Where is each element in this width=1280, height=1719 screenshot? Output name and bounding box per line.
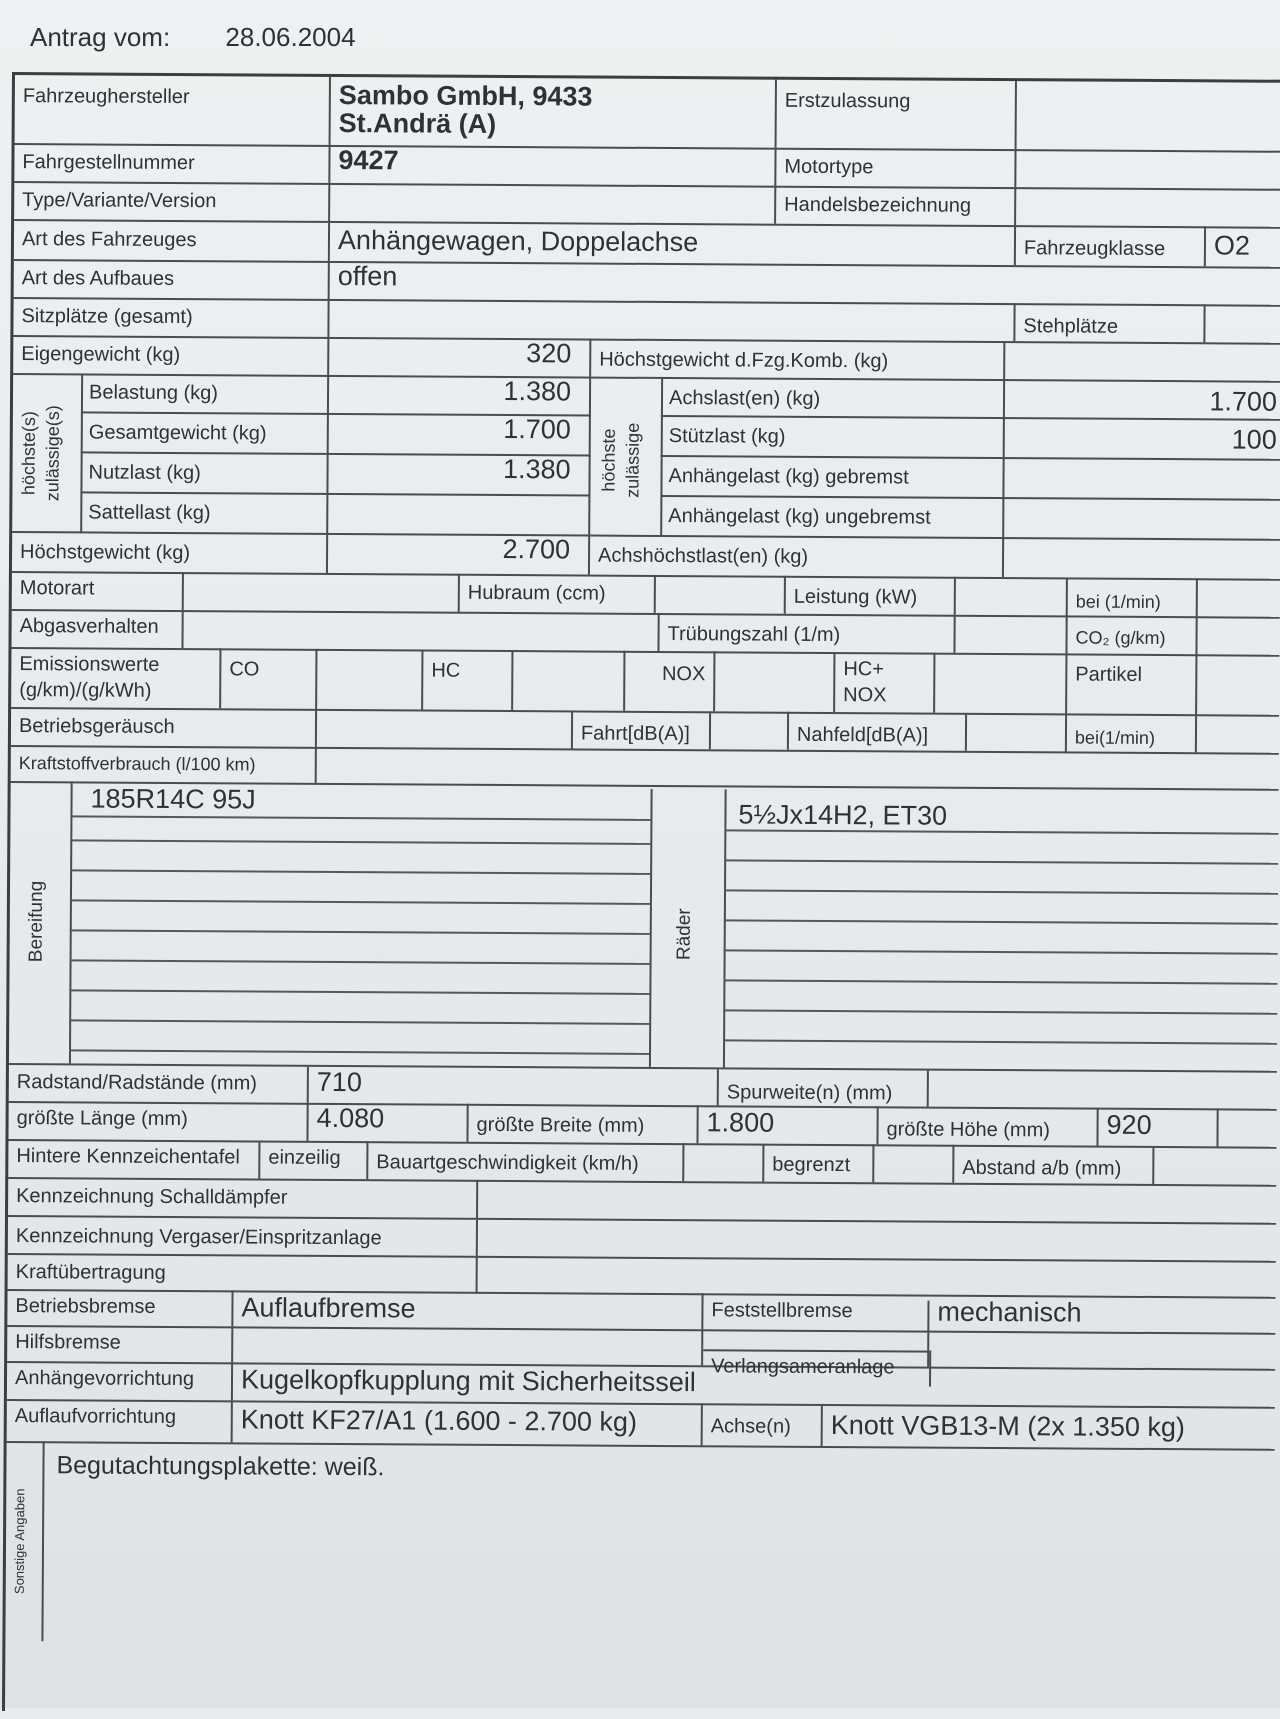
- application-date: [30, 22, 356, 53]
- manufacturer-line1: Sambo GmbH, 9433: [338, 79, 593, 112]
- trade-name-label: Handelsbezeichnung: [776, 186, 1016, 225]
- width-value: 1.800: [698, 1105, 878, 1144]
- chassis-label: Fahrgestellnummer: [14, 143, 330, 183]
- type-value: [330, 183, 776, 224]
- overrun-value: Knott KF27/A1 (1.600 - 2.700 kg): [233, 1400, 703, 1445]
- wheels-value: 5½Jx14H2, ET30: [738, 799, 948, 831]
- track-label: Spurweite(n) (mm): [719, 1069, 929, 1106]
- row-saddle-load: [80, 491, 590, 536]
- seats-value: [329, 299, 1015, 341]
- vehicle-class-value: O2: [1213, 230, 1251, 261]
- service-brake-value: Auflaufbremse: [233, 1290, 703, 1329]
- row-manufacturer: [15, 75, 1280, 153]
- tyres-lines: [69, 815, 651, 1067]
- first-registration-label: Erstzulassung: [777, 80, 1017, 149]
- speed-value: [684, 1143, 764, 1181]
- wheelbase-label: Radstand/Radstände (mm): [9, 1065, 309, 1103]
- other-label: Sonstige Angaben: [11, 1488, 28, 1594]
- manufacturer-line2: St.Andrä (A): [338, 107, 497, 139]
- right-group-label-2: zulässige: [622, 422, 643, 498]
- right-max-group: [590, 377, 663, 537]
- near-field-value: [967, 713, 1067, 752]
- hc-label: HC: [423, 650, 513, 711]
- body-value: offen: [337, 260, 398, 292]
- support-load-label: Stützlast (kg): [661, 415, 1005, 457]
- limited-value: [874, 1144, 954, 1182]
- aux-brake-label: Hilfsbremse: [7, 1325, 233, 1362]
- near-field-rpm-label: bei(1/min): [1067, 713, 1197, 752]
- length-value: 4.080: [308, 1103, 468, 1142]
- exhaust-label: Abgasverhalten: [11, 609, 183, 648]
- power-label: Leistung (kW): [786, 576, 956, 615]
- max-permitted-label-2: zulässige(s): [42, 405, 63, 502]
- tyres-side: [9, 781, 73, 1063]
- row-emissions: [11, 647, 1279, 717]
- trailer-braked-label: Anhängelast (kg) gebremst: [660, 455, 1004, 497]
- load-label: Belastung (kg): [81, 373, 329, 413]
- coupling-value: Kugelkopfkupplung mit Sicherheitsseil: [240, 1364, 696, 1398]
- max-weight-value: 2.700: [328, 533, 590, 575]
- row-total-weight: [81, 411, 591, 456]
- manufacturer-label: Fahrzeughersteller: [15, 75, 331, 145]
- coupling-label: Anhängevorrichtung: [7, 1361, 233, 1400]
- standing-value: [1205, 304, 1280, 342]
- retarder-label: Verlangsameranlage: [711, 1355, 895, 1379]
- row-payload: [80, 451, 590, 496]
- axle-load-label: Achslast(en) (kg): [661, 377, 1005, 417]
- emissions-label: [11, 647, 221, 708]
- row-load: [81, 373, 591, 416]
- noise-label: Betriebsgeräusch: [11, 707, 317, 747]
- width-label: größte Breite (mm): [468, 1104, 698, 1143]
- aux-brake-value: [233, 1326, 703, 1365]
- application-date-label: Antrag vom:: [30, 22, 171, 52]
- power-rpm-label: bei (1/min): [1068, 577, 1198, 616]
- engine-kind-value: [184, 572, 460, 612]
- axles-value: Knott VGB13-M (2x 1.350 kg): [830, 1410, 1186, 1443]
- other-side: [5, 1441, 44, 1641]
- co-value: [317, 649, 423, 710]
- speed-label: Bauartgeschwindigkeit (km/h): [368, 1141, 684, 1181]
- load-value: 1.380: [329, 375, 591, 415]
- engine-type-label: Motortype: [776, 148, 1016, 187]
- overrun-label: Auflaufvorrichtung: [7, 1399, 233, 1442]
- height-label: größte Höhe (mm): [878, 1106, 1098, 1145]
- trailer-unbraked-label: Anhängelast (kg) ungebremst: [660, 495, 1004, 537]
- opacity-label: Trübungszahl (1/m): [659, 613, 955, 653]
- combination-weight-label: Höchstgewicht d.Fzg.Komb. (kg): [591, 339, 1005, 380]
- height-value: 920: [1098, 1108, 1218, 1147]
- wheels-label: Räder: [673, 908, 695, 961]
- particle-label: Partikel: [1067, 653, 1197, 714]
- application-date-value: 28.06.2004: [225, 22, 356, 52]
- length-label: größte Länge (mm): [8, 1101, 308, 1141]
- total-weight-value: 1.700: [329, 413, 591, 455]
- distance-label: Abstand a/b (mm): [954, 1145, 1154, 1184]
- row-trailer-braked: [660, 455, 1280, 501]
- max-permitted-group: [12, 373, 83, 533]
- wheels-side: [649, 789, 727, 1067]
- type-label: Type/Variante/Version: [14, 181, 330, 221]
- emissions-label-1: Emissionswerte: [19, 653, 160, 676]
- payload-value: 1.380: [328, 453, 590, 495]
- parking-brake-label: Feststellbremse: [703, 1299, 929, 1366]
- hc-nox-value: [935, 653, 1067, 714]
- payload-label: Nutzlast (kg): [80, 451, 328, 493]
- chassis-value: 9427: [330, 145, 776, 186]
- hc-nox-label-2: NOX: [843, 684, 887, 707]
- vehicle-form: [2, 72, 1280, 1719]
- hc-nox-label-1: HC+: [843, 658, 885, 681]
- tyres-value: 185R14C 95J: [90, 783, 256, 815]
- max-weight-label: Höchstgewicht (kg): [12, 531, 328, 573]
- hc-nox-label: [835, 652, 935, 713]
- displacement-value: [656, 575, 786, 614]
- saddle-load-value: [328, 493, 590, 535]
- displacement-label: Hubraum (ccm): [460, 574, 656, 613]
- carburettor-label: Kennzeichnung Vergaser/Einspritzanlage: [8, 1215, 478, 1256]
- silencer-label: Kennzeichnung Schalldämpfer: [8, 1177, 478, 1218]
- power-value: [956, 577, 1068, 616]
- wheels-lines: [723, 829, 1278, 1070]
- near-field-label: Nahfeld[dB(A)]: [789, 712, 967, 751]
- exhaust-value: [183, 610, 659, 651]
- manufacturer-value: [331, 77, 777, 148]
- noise-value: [317, 709, 573, 749]
- limited-label: begrenzt: [764, 1144, 874, 1183]
- axle-max-load-label: Achshöchstlast(en) (kg): [590, 535, 1004, 578]
- vehicle-kind-value: Anhängewagen, Doppelachse: [330, 221, 1016, 265]
- wheelbase-value: 710: [309, 1067, 719, 1106]
- first-registration-value: [1017, 81, 1280, 151]
- service-brake-label: Betriebsbremse: [7, 1289, 233, 1326]
- axle-load-value: 1.700: [1209, 386, 1278, 417]
- own-weight-label: Eigengewicht (kg): [13, 335, 329, 375]
- other-value: Begutachtungsplakette: weiß.: [56, 1451, 385, 1482]
- co2-label: CO₂ (g/km): [1067, 615, 1197, 654]
- fuel-label: Kraftstoffverbrauch (l/100 km): [11, 745, 317, 783]
- vehicle-class-label: Fahrzeugklasse: [1016, 225, 1206, 266]
- engine-kind-label: Motorart: [12, 571, 184, 610]
- opacity-value: [955, 615, 1067, 654]
- co-label: CO: [221, 648, 317, 709]
- drive-noise-label: Fahrt[dB(A)]: [573, 710, 711, 749]
- transmission-label: Kraftübertragung: [8, 1253, 478, 1292]
- vehicle-kind-label: Art des Fahrzeuges: [14, 219, 330, 261]
- drive-noise-value: [711, 711, 789, 749]
- parking-brake-value: mechanisch: [937, 1296, 1082, 1328]
- own-weight-value: 320: [329, 337, 591, 377]
- row-overrun: [7, 1399, 1275, 1451]
- nox-value: [715, 651, 835, 712]
- emissions-label-2: (g/km)/(g/kWh): [19, 679, 152, 702]
- seats-label: Sitzplätze (gesamt): [13, 297, 329, 337]
- total-weight-label: Gesamtgewicht (kg): [81, 411, 329, 453]
- row-axle-load: [661, 377, 1280, 421]
- right-group-label-1: höchste: [598, 428, 619, 492]
- row-support-load: [661, 415, 1280, 461]
- plate-label: Hintere Kennzeichentafel: [8, 1139, 260, 1179]
- body-label: Art des Aufbaues: [14, 259, 330, 299]
- axles-label: Achse(n): [703, 1403, 823, 1446]
- row-trailer-unbraked: [660, 495, 1280, 541]
- support-load-value: 100: [1231, 424, 1277, 455]
- max-permitted-label-1: höchste(s): [18, 411, 39, 496]
- plate-value: einzeilig: [260, 1141, 368, 1180]
- saddle-load-label: Sattellast (kg): [80, 491, 328, 533]
- nox-label: NOX: [625, 651, 715, 712]
- standing-label: Stehplätze: [1015, 303, 1205, 342]
- tyres-label: Bereifung: [25, 880, 48, 962]
- hc-value: [513, 650, 625, 711]
